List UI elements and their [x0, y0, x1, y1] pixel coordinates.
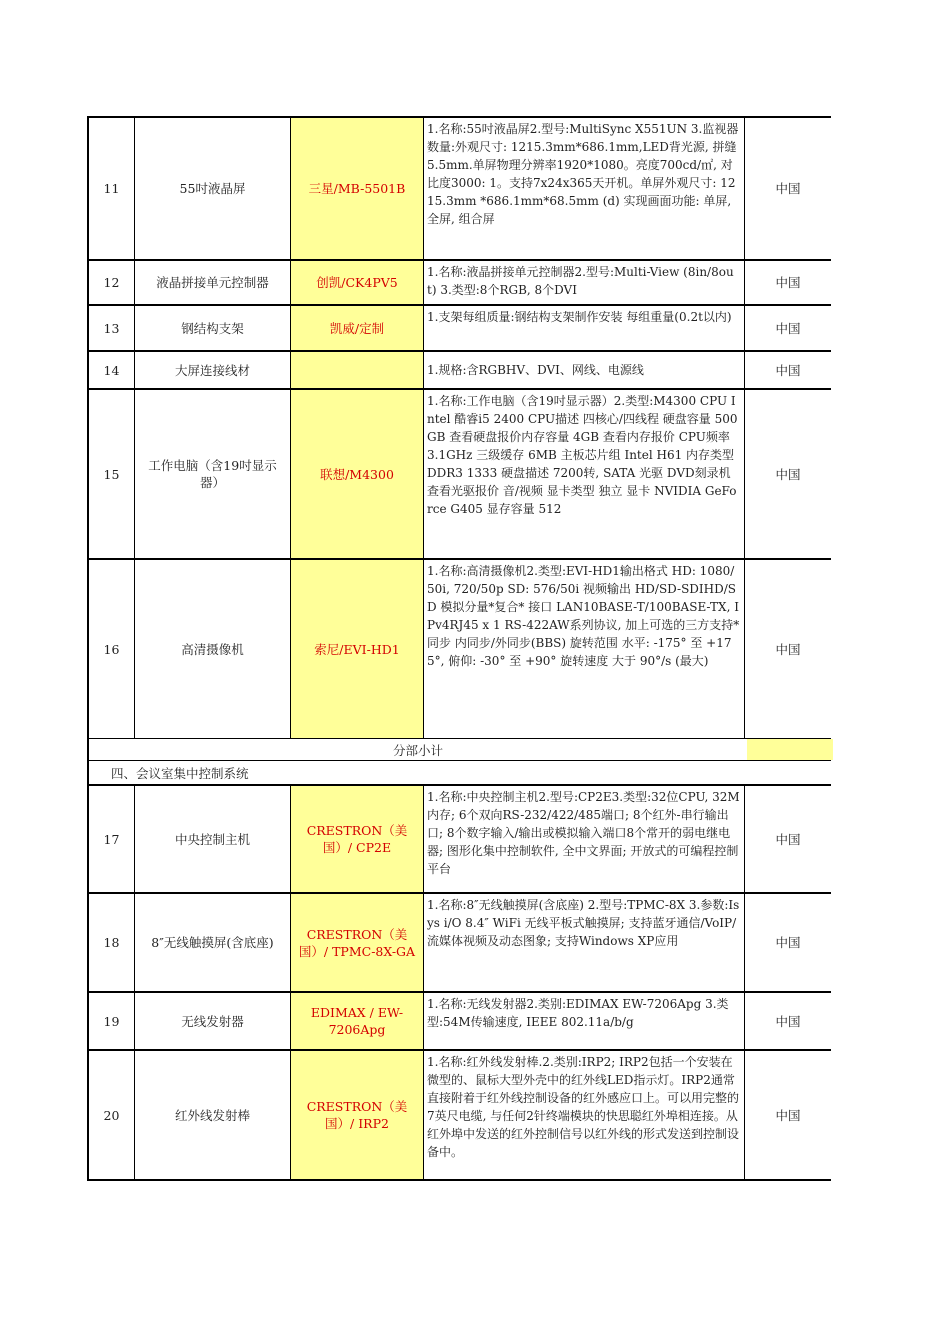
- origin: 中国: [775, 831, 801, 847]
- table-row: [87, 388, 831, 558]
- brand-model: 索尼/EVI-HD1: [291, 560, 424, 738]
- brand-model: CRESTRON（美国）/ IRP2: [291, 1051, 424, 1179]
- row-number: 18: [87, 894, 135, 991]
- spec-text: 1.名称:无线发射器2.类别:EDIMAX EW-7206Apg 3.类型:54M传输速度, IEEE 802.11a/b/g: [424, 993, 745, 1049]
- row-number: 19: [87, 993, 135, 1049]
- table-row: [87, 892, 831, 991]
- brand-model: CRESTRON（美国）/ TPMC-8X-GA: [291, 894, 424, 991]
- spec-text: 1.规格:含RGBHV、DVI、网线、电源线: [424, 352, 745, 388]
- brand-model: CRESTRON（美国）/ CP2E: [291, 786, 424, 892]
- spec-text: 1.名称:液晶拼接单元控制器2.型号:Multi-View (8in/8out) 3.类型:8个RGB, 8个DVI: [424, 261, 745, 304]
- origin: 中国: [775, 181, 801, 196]
- spec-text: 1.支架每组质量:钢结构支架制作安装 每组重量(0.2t以内): [424, 306, 745, 350]
- origin: 中国: [775, 466, 801, 482]
- section-title: 四、会议室集中控制系统: [111, 765, 249, 781]
- row-number: 20: [87, 1051, 135, 1179]
- item-name: 液晶拼接单元控制器: [135, 261, 291, 304]
- row-number: 16: [87, 560, 135, 738]
- item-name: 钢结构支架: [135, 306, 291, 350]
- table-row: [87, 259, 831, 304]
- item-name: 高清摄像机: [135, 560, 291, 738]
- origin: 中国: [775, 275, 801, 290]
- row-number: 13: [87, 306, 135, 350]
- spec-text: 1.名称:工作电脑（含19吋显示器）2.类型:M4300 CPU Intel 酷睿i5 2400 CPU描述 四核心/四线程 硬盘容量 500GB 查看硬盘报价内存容量 4GB 查看内存报价 CPU频率 3.1GHz 三级缓存 6MB 主板芯片组 Intel H61 内存类型 DDR3 1333 硬盘描述 7200转, SATA 光驱 DVD刻录机 查看光驱报价 音/视频 显卡类型 独立 显卡 NVIDIA GeForce G405 显存容量 512: [424, 390, 745, 558]
- brand-model: 三星/MB-5501B: [291, 118, 424, 259]
- section-header: [87, 760, 831, 784]
- brand-model: 联想/M4300: [291, 390, 424, 558]
- brand-model: 创凯/CK4PV5: [291, 261, 424, 304]
- item-name: 工作电脑（含19吋显示器）: [135, 390, 291, 558]
- origin: 中国: [775, 935, 801, 950]
- brand-model: 凯威/定制: [291, 306, 424, 350]
- origin: 中国: [775, 362, 801, 378]
- row-number: 15: [87, 390, 135, 558]
- origin: 中国: [775, 320, 801, 336]
- row-number: 12: [87, 261, 135, 304]
- spec-text: 1.名称:高清摄像机2.类型:EVI-HD1输出格式 HD: 1080/50i, 720/50p SD: 576/50i 视频输出 HD/SD-SDIHD/SD 模拟分量*复合* 接口 LAN10BASE-T/100BASE-TX, IPv4RJ45 x 1 RS-422AW系列协议, 加上可选的三方支持*同步 内同步/外同步(BBS) 旋转范围 水平: -175° 至 +175°, 俯仰: -30° 至 +90° 旋转速度 大于 90°/s (最大): [424, 560, 745, 738]
- table-row: [87, 304, 831, 350]
- table-row: [87, 558, 831, 738]
- spec-text: 1.名称:中央控制主机2.型号:CP2E3.类型:32位CPU, 32M内存; 6个双向RS-232/422/485端口; 8个红外-串行输出口; 8个数字输入/输出或模拟输入端口8个常开的弱电继电器; 图形化集中控制软件, 全中文界面; 开放式的可编程控制平台: [424, 786, 745, 892]
- table-row: [87, 784, 831, 892]
- item-name: 中央控制主机: [135, 786, 291, 892]
- table-row: [87, 116, 831, 259]
- subtotal-value: [747, 739, 833, 760]
- item-name: 8″无线触摸屏(含底座): [135, 894, 291, 991]
- table-row: [87, 350, 831, 388]
- item-name: 无线发射器: [135, 993, 291, 1049]
- table-row: [87, 991, 831, 1049]
- item-name: 红外线发射棒: [135, 1051, 291, 1179]
- row-number: 14: [87, 352, 135, 388]
- brand-model: [291, 352, 424, 388]
- origin: 中国: [775, 1013, 801, 1029]
- origin: 中国: [775, 641, 801, 657]
- table-row: [87, 1049, 831, 1181]
- spec-text: 1.名称:红外线发射棒.2.类别:IRP2; IRP2包括一个安装在微型的、鼠标大型外壳中的红外线LED指示灯。IRP2通常直接附着于红外线控制设备的红外感应口上。可以用完整的7英尺电缆, 与任何2针终端模块的快思聪红外埠相连接。从红外埠中发送的红外控制信号以红外线的形式发送到控制设备中。: [424, 1051, 745, 1179]
- item-name: 大屏连接线材: [135, 352, 291, 388]
- subtotal-row: [87, 738, 831, 760]
- item-name: 55吋液晶屏: [135, 118, 291, 259]
- origin: 中国: [775, 1107, 801, 1123]
- spec-text: 1.名称:55吋液晶屏2.型号:MultiSync X551UN 3.监视器数量:外观尺寸: 1215.3mm*686.1mm,LED背光源, 拼缝5.5mm.单屏物理分辨率1920*1080。亮度700cd/㎡, 对比度3000: 1。支持7x24x365天开机。单屏外观尺寸: 1215.3mm *686.1mm*68.5mm (d) 实现画面功能: 单屏, 全屏, 组合屏: [424, 118, 745, 259]
- subtotal-label: 分部小计: [89, 739, 748, 760]
- row-number: 17: [87, 786, 135, 892]
- brand-model: EDIMAX / EW-7206Apg: [291, 993, 424, 1049]
- row-number: 11: [87, 118, 135, 259]
- spec-text: 1.名称:8″无线触摸屏(含底座) 2.型号:TPMC-8X 3.参数:Isys i/O 8.4″ WiFi 无线平板式触摸屏; 支持蓝牙通信/VoIP/流媒体视频及动态图象; 支持Windows XP应用: [424, 894, 745, 991]
